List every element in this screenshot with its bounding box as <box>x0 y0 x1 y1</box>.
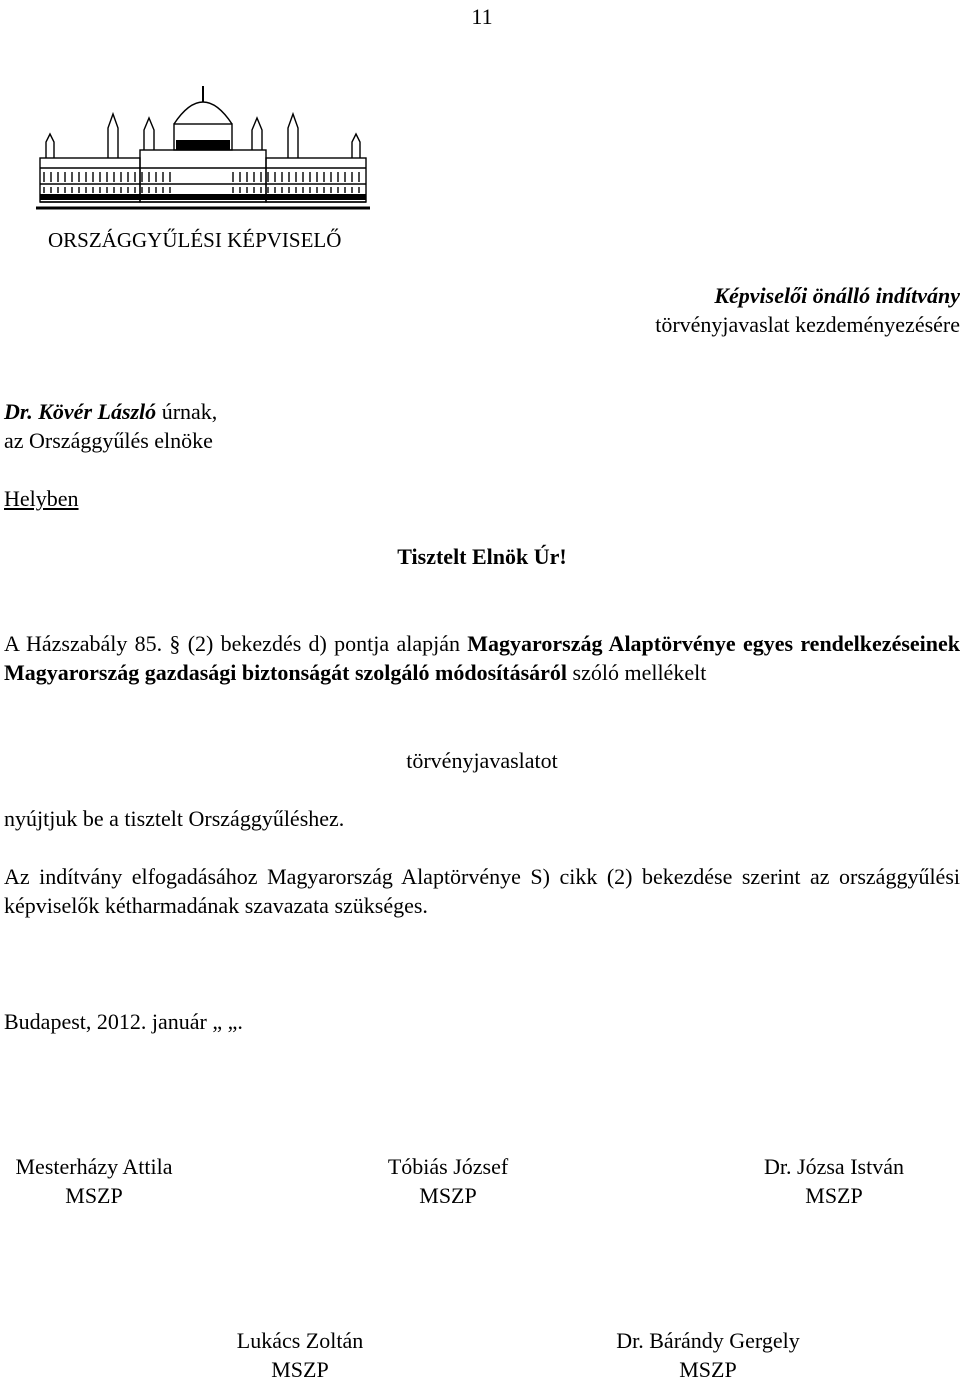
signatory-party: MSZP <box>805 1183 863 1208</box>
signatory-party: MSZP <box>65 1183 123 1208</box>
page-number: 11 <box>471 4 493 29</box>
signatory-party: MSZP <box>419 1183 477 1208</box>
body-paragraph-3: Az indítvány elfogadásához Magyarország Alaptörvénye S) cikk (2) bekezdése szerint az országgyűlési képviselők kétharmadának szavazata szükséges. <box>4 864 960 918</box>
signatory-1 <box>15 1152 172 1210</box>
date-line: Budapest, 2012. január „ „. <box>4 1009 243 1034</box>
signatory-name: Dr. Józsa István <box>764 1154 904 1179</box>
p1-bold: Magyarország Alaptörvénye egyes rendelkezéseinek Magyarország gazdasági biztonságát szolgáló módosításáról <box>4 631 960 685</box>
section-sign: § <box>169 631 181 656</box>
signatory-4 <box>237 1326 363 1384</box>
signatory-3 <box>764 1152 904 1210</box>
recipient-line1 <box>4 397 217 426</box>
salutation: Tisztelt Elnök Úr! <box>397 544 567 569</box>
recipient-line2: az Országgyűlés elnöke <box>4 428 213 453</box>
recipient-suffix: úrnak, <box>156 399 218 424</box>
p1-end: szóló mellékelt <box>567 660 707 685</box>
p1-start: A Házszabály 85. <box>4 631 170 656</box>
signatory-name: Tóbiás József <box>387 1154 509 1179</box>
recipient-name: Dr. Kövér László <box>4 399 157 424</box>
document-type-subtitle: törvényjavaslat kezdeményezésére <box>655 312 960 337</box>
signatory-name: Lukács Zoltán <box>236 1328 364 1353</box>
body-paragraph-2: nyújtjuk be a tisztelt Országgyűléshez. <box>4 806 345 831</box>
center-word: törvényjavaslatot <box>406 748 558 773</box>
signatory-party: MSZP <box>679 1357 737 1382</box>
recipient-location: Helyben <box>4 486 79 511</box>
signatory-name: Dr. Bárándy Gergely <box>616 1328 800 1353</box>
office-title: ORSZÁGGYŰLÉSI KÉPVISELŐ <box>48 228 342 252</box>
p1-mid: (2) bekezdés d) pontja alapján <box>180 631 468 656</box>
signatory-2 <box>388 1152 508 1210</box>
body-paragraph-1 <box>4 629 960 687</box>
signatory-5 <box>616 1326 800 1384</box>
signatory-party: MSZP <box>271 1357 329 1382</box>
parliament-building-icon <box>36 84 370 212</box>
document-type-title: Képviselői önálló indítvány <box>714 283 960 308</box>
signatory-name: Mesterházy Attila <box>15 1154 173 1179</box>
